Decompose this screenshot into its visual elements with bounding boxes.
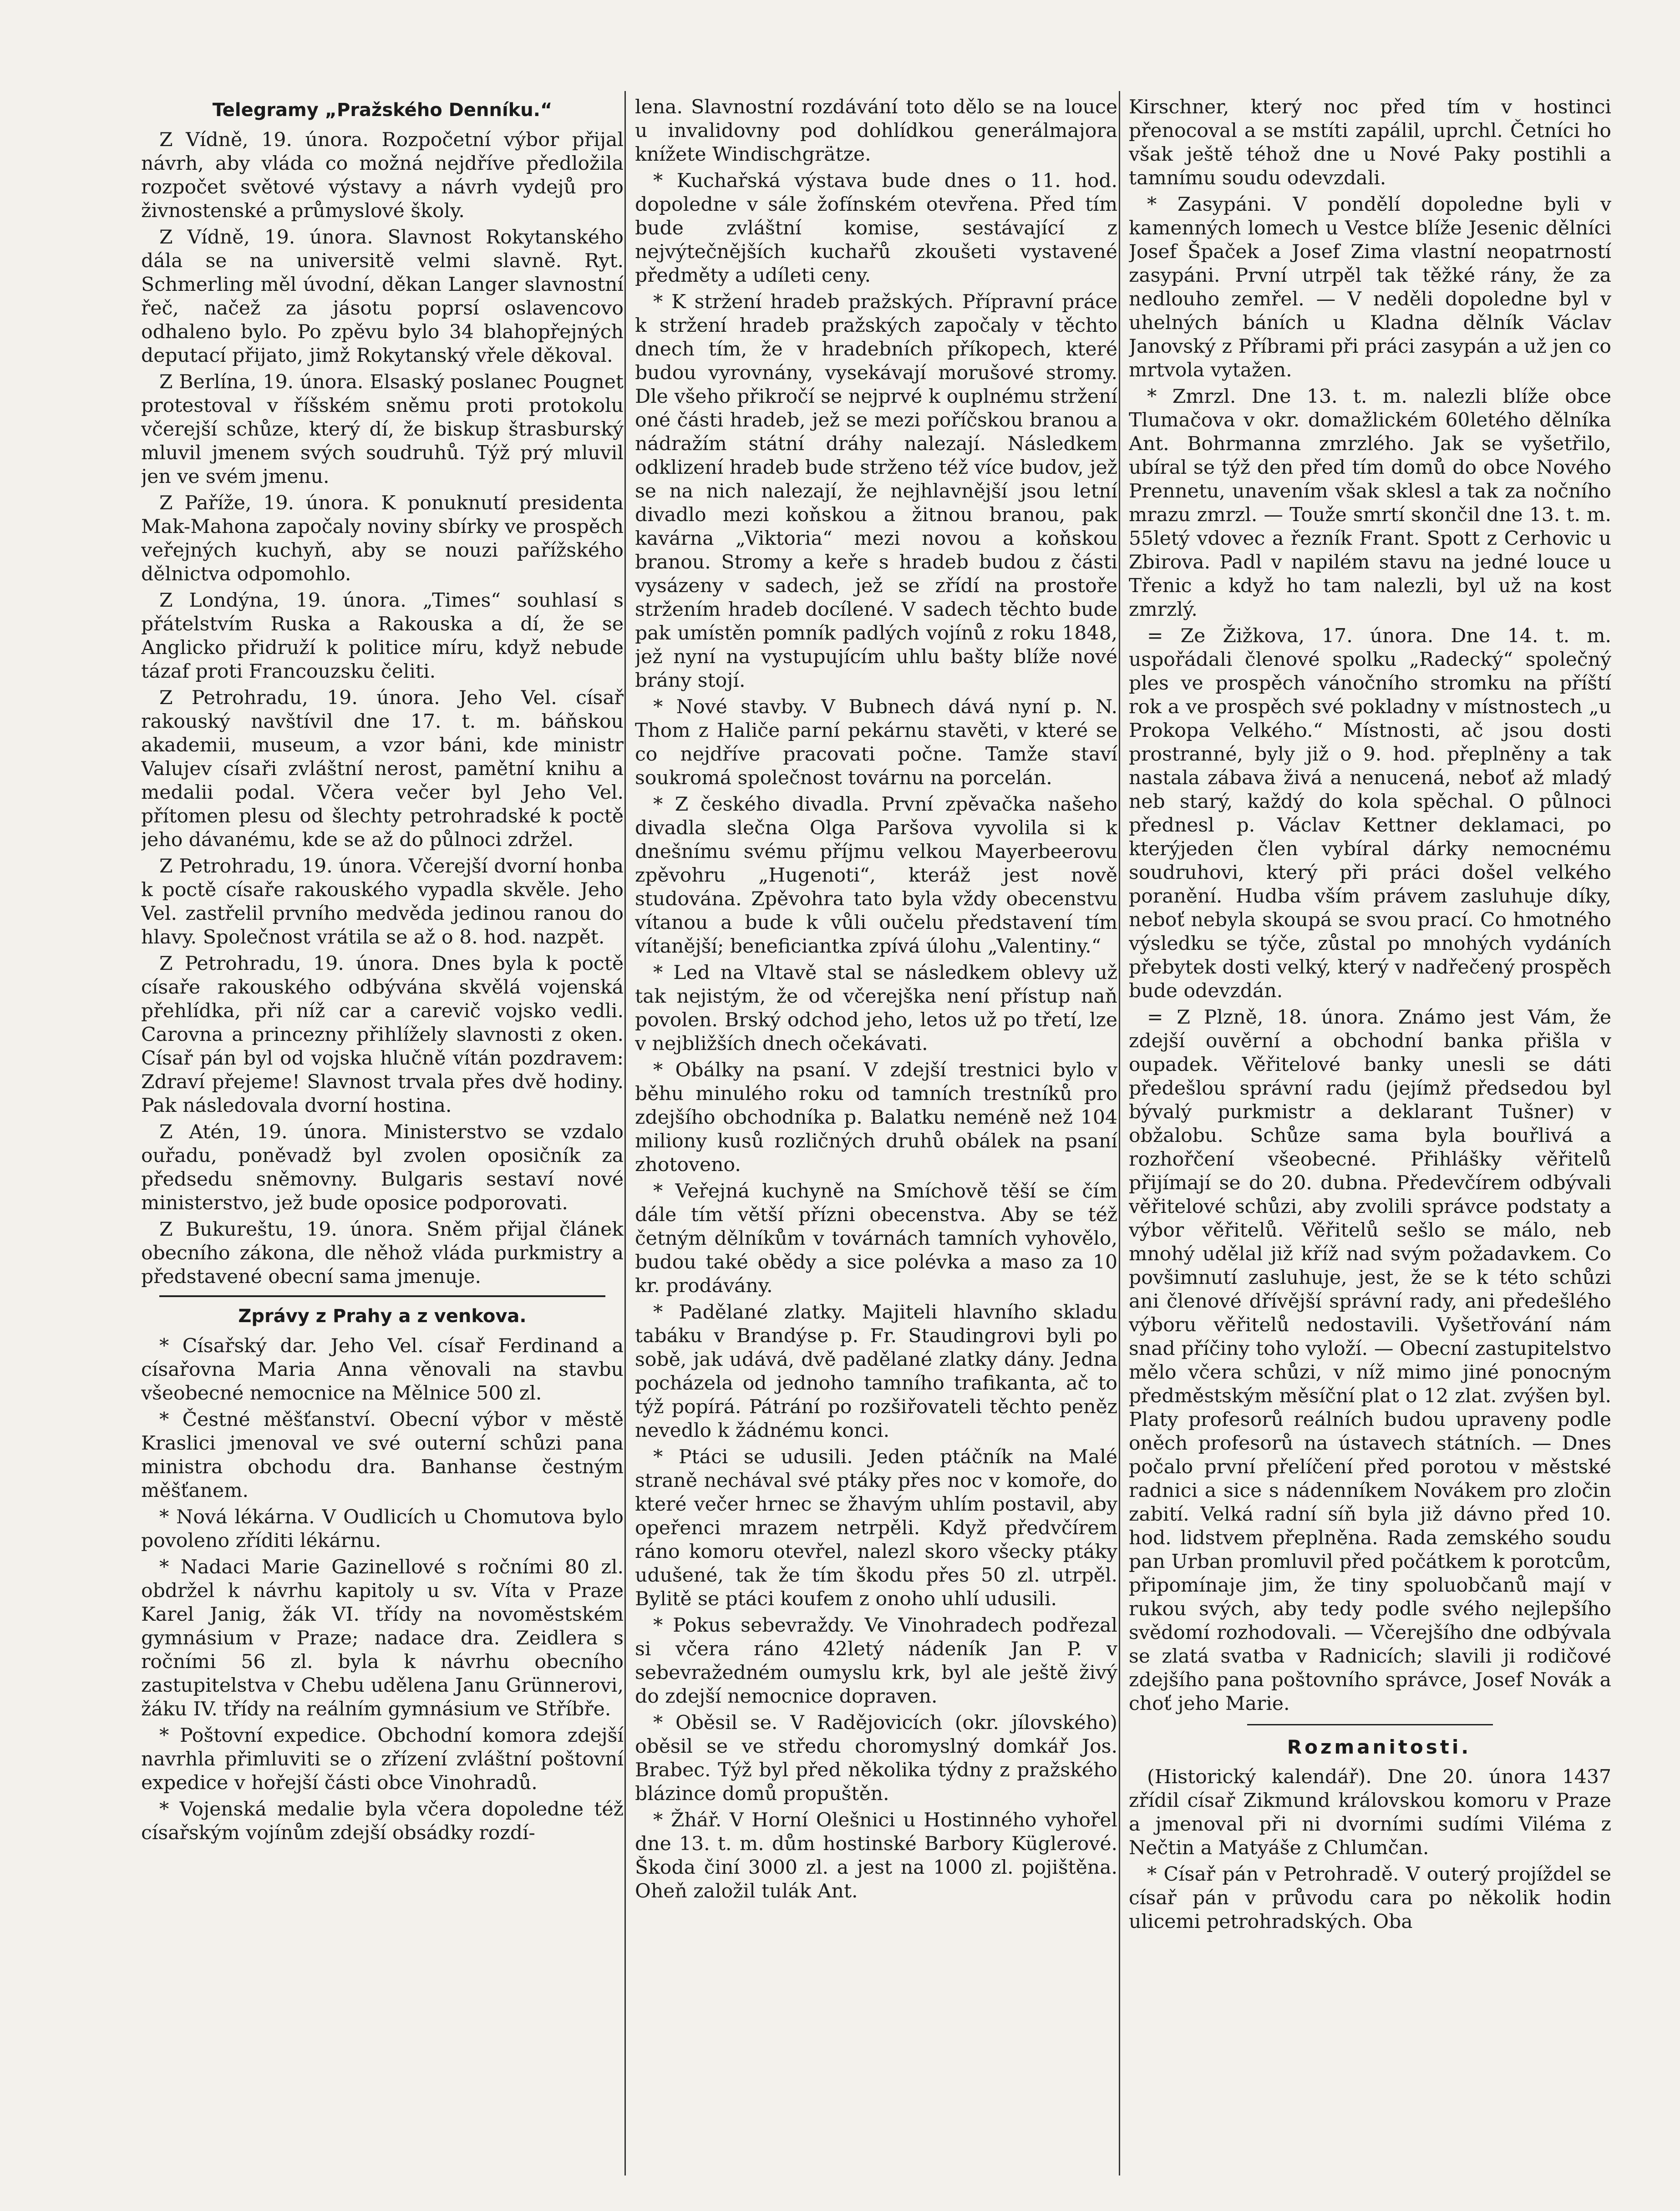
article-paragraph: * Kuchařská výstava bude dnes o 11. hod. dopoledne v sále žofínském otevřena. Před tím bude zvláštní komise, sestávající z nejvýtečnějších kuchařů zkoušeti vystavené předměty a udíleti ceny. bbox=[635, 170, 1117, 287]
article-paragraph: * Císařský dar. Jeho Vel. císař Ferdinand a císařovna Maria Anna věnovali na stavbu všeobecné nemocnice na Mělnice 500 zl. bbox=[141, 1335, 624, 1405]
article-paragraph: * Obálky na psaní. V zdejší trestnici bylo v běhu minulého roku od tamních trestníků pro zdejšího obchodníka p. Balatku neméně než 104 miliony kusů rozličných druhů obálek na psaní zhotoveno. bbox=[635, 1059, 1117, 1176]
article-paragraph: * Ptáci se udusili. Jeden ptáčník na Malé straně nechával své ptáky přes noc v komoře, do které večer hrnec se žhavým uhlím postavil, aby opeřenci mrazem netrpěli. Když předvčírem ráno komoru otevřel, nalezl skoro všecky ptáky udušené, tak že tím škodu přes 50 zl. utrpěl. Bylitě se ptáci koufem z onoho uhlí udusili. bbox=[635, 1446, 1117, 1610]
column-rule bbox=[624, 91, 626, 2176]
telegrams-heading: Telegramy „Pražského Denníku.“ bbox=[212, 100, 553, 121]
article-paragraph: * Led na Vltavě stal se následkem oblevy už tak nejistým, že od včerejška není přístup naň povolen. Brský odchod jeho, letos už po třetí, lze v nejbližších dnech očekávati. bbox=[635, 962, 1117, 1055]
article-paragraph: = Z Plzně, 18. února. Známo jest Vám, že zdejší ouvěrní a obchodní banka přišla v oupadek. Věřitelové banky unesli se dáti předešlou správní radu (jejímž předsedou byl bývalý purkmistr a deklarant Tušner) v obžalobu. Schůze sama byla bouřlivá a rozhořčení všeobecné. Přihlášky věřitelů přijímají se do 20. dubna. Předevčírem odbývali věřitelové schůzi, aby zvolili správce podstaty a výbor věřitelů. Věřitelů sešlo se málo, neb mnohý udělal již kříž nad svým požadavkem. Co povšimnutí zasluhuje, jest, že se k této schůzi ani členové dřívější správní rady, ani předešlého výboru věřitelů nedostavili. Vyšetřování nám snad příčiny toho vyloží. — Obecní zastupitelstvo mělo včera schůzi, v níž mimo jiné ponocným předměstským měsíční plat o 12 zlat. zvýšen byl. Platy profesorů reálních budou upraveny podle oněch profesorů na ústavech státních. — Dnes počalo první přelíčení před porotou v městské radnici a sice s nádenníkem Novákem pro zločin zabití. Velká radní síň byla již dávno před 10. hod. lidstvem přeplněna. Rada zemského soudu pan Urban promluvil před počátkem k porotcům, připomínaje jim, že tiny spoluobčanů mají v rukou svých, aby tedy podle svého nejlepšího svědomí rozhodovali. — Včerejšího dne odbývala se zlatá svatba v Radnicích; slavili ji rodičové zdejšího pana poštovního správce, Josef Novák a choť jeho Marie. bbox=[1129, 1006, 1611, 1715]
article-paragraph: * Nové stavby. V Bubnech dává nyní p. N. Thom z Haliče parní pekárnu stavěti, v které se co nejdříve pracovati počne. Tamže staví soukromá společnost továrnu na porcelán. bbox=[635, 696, 1117, 789]
article-paragraph: * Zmrzl. Dne 13. t. m. nalezli blíže obce Tlumačova v okr. domažlickém 60letého dělníka Ant. Bohrmanna zmrzlého. Jak se vyšetřilo, ubíral se týž den před tím domů do obce Nového Prennetu, unavením však sklesl a tak za nočního mrazu zmrzl. — Touže smrtí skončil dne 13. t. m. 55letý vdovec a řezník Frant. Spott z Cerhovic u Zbirova. Padl v napilém stavu na jedné louce u Třenic a když ho tam nalezli, byl už na kost zmrzlý. bbox=[1129, 385, 1611, 621]
article-paragraph: * Nová lékárna. V Oudlicích u Chomutova bylo povoleno zříditi lékárnu. bbox=[141, 1506, 624, 1552]
article-paragraph: * Nadaci Marie Gazinellové s ročními 80 zl. obdržel k návrhu kapitoly u sv. Víta v Praze Karel Janig, žák VI. třídy na novoměstském gymnásium v Praze; nadace dra. Zeidlera s ročními 56 zl. byla k návrhu obecního zastupitelstva v Chebu udělena Janu Grünnerovi, žáku IV. třídy na reálním gymnásium ve Stříbře. bbox=[141, 1556, 624, 1720]
article-paragraph: * Poštovní expedice. Obchodní komora zdejší navrhla přimluviti se o zřízení zvláštní poštovní expedice v hořejší části obce Vinohradů. bbox=[141, 1724, 624, 1794]
article-paragraph: Z Vídně, 19. února. Slavnost Rokytanského dála se na universitě velmi slavně. Ryt. Schmerling měl úvodní, děkan Langer slavnostní řeč, načež za jásotu poprsí oslavencovo odhaleno bylo. Po zpěvu bylo 34 blahopřejných deputací přijato, jimž Rokytanský vřele děkoval. bbox=[141, 226, 624, 367]
article-paragraph: * Padělané zlatky. Majiteli hlavního skladu tabáku v Brandýse p. Fr. Staudingrovi byli po sobě, jak udává, dvě padělané zlatky dány. Jedna pocházela od jednoho tamního trafikanta, ač to týž popírá. Pátrání po rozšiřovateli těchto peněz nevedlo k žádnému konci. bbox=[635, 1301, 1117, 1442]
article-paragraph: * Císař pán v Petrohradě. V outerý projíždel se císař pán v průvodu cara po několik hodin ulicemi petrohradských. Oba bbox=[1129, 1863, 1611, 1933]
article-paragraph: * Zasypáni. V pondělí dopoledne byli v kamenných lomech u Vestce blíže Jesenic dělníci Josef Špaček a Josef Zima vlastní neopatrností zasypáni. První utrpěl tak těžké rány, že za nedlouho zemřel. — V neděli dopoledne byl v uhelných báních u Kladna dělník Václav Janovský z Příbrami při práci zasypán a už jen co mrtvola vytažen. bbox=[1129, 193, 1611, 381]
article-paragraph: * Oběsil se. V Radějovicích (okr. jílovského) oběsil se ve středu choromyslný domkář Jos. Brabec. Týž byl před několika týdny z pražského blázince domů propuštěn. bbox=[635, 1712, 1117, 1805]
section-divider bbox=[1247, 1724, 1493, 1725]
section-divider bbox=[159, 1295, 605, 1297]
article-paragraph: * Z českého divadla. První zpěvačka našeho divadla slečna Olga Paršova vyvolila si k dnešnímu svému příjmu velkou Mayerbeerovu zpěvohru „Hugenoti“, kteráž jest nově studována. Zpěvohra tato byla vždy obecenstvu vítanou a bude k vůli oučelu představení tím vítanější; beneficiantka zpívá úlohu „Valentiny.“ bbox=[635, 793, 1117, 958]
article-paragraph: Z Berlína, 19. února. Elsaský poslanec Pougnet protestoval v říšském sněmu proti protokolu včerejší schůze, který dí, že biskup štrasburský mluvil jmenem svých soudruhů. Týž prý mluvil jen ve svém jmenu. bbox=[141, 371, 624, 488]
newspaper-page bbox=[27, 77, 1629, 2180]
article-paragraph: Z Petrohradu, 19. února. Dnes byla k poctě císaře rakouského odbývána skvělá vojenská přehlídka, při níž car a carevič vojsko vedli. Carovna a princezny přihlížely slavnosti z oken. Císař pán byl od vojska hlučně vítán pozdravem: Zdraví přejeme! Slavnost trvala přes dvě hodiny. Pak následovala dvorní hostina. bbox=[141, 953, 624, 1117]
article-paragraph: Z Paříže, 19. února. K ponuknutí presidenta Mak-Mahona započaly noviny sbírky ve prospěch veřejných kuchyň, aby se nouzi pařížského dělnictva odpomohlo. bbox=[141, 492, 624, 585]
left-column bbox=[141, 96, 624, 2171]
article-paragraph: Z Vídně, 19. února. Rozpočetní výbor přijal návrh, aby vláda co možná nejdříve předložila rozpočet světové výstavy a návrh vydejů pro živnostenské a průmyslové školy. bbox=[141, 129, 624, 222]
article-paragraph: * Veřejná kuchyně na Smíchově těší se čím dále tím větší přízni obecenstva. Aby se též četným dělníkům v továrnách tamních vyhovělo, budou také obědy a sice polévka a maso za 10 kr. prodávány. bbox=[635, 1180, 1117, 1297]
article-paragraph: * Pokus sebevraždy. Ve Vinohradech podřezal si včera ráno 42letý nádeník Jan P. v sebevražedném oumyslu krk, byl ale ještě živý do zdejší nemocnice dopraven. bbox=[635, 1614, 1117, 1708]
article-paragraph: Z Londýna, 19. února. „Times“ souhlasí s přátelstvím Ruska a Rakouska a dí, že se Anglicko přidruží k politice míru, když nebude tázaf proti Francouzsku čeliti. bbox=[141, 589, 624, 683]
middle-column bbox=[635, 96, 1117, 2171]
prague-news-heading: Zprávy z Prahy a z venkova. bbox=[238, 1306, 527, 1327]
right-column bbox=[1129, 96, 1611, 2171]
article-paragraph: lena. Slavnostní rozdávání toto dělo se na louce u invalidovny pod dohlídkou generálmajora knížete Windischgrätze. bbox=[635, 96, 1117, 166]
miscellany-heading: Rozmanitosti. bbox=[1287, 1736, 1472, 1758]
article-paragraph: * Vojenská medalie byla včera dopoledne též císařským vojínům zdejší obsádky rozdí- bbox=[141, 1798, 624, 1844]
article-paragraph: * Žhář. V Horní Olešnici u Hostinného vyhořel dne 13. t. m. dům hostinské Barbory Küglerové. Škoda činí 3000 zl. a jest na 1000 zl. pojištěna. Oheň založil tulák Ant. bbox=[635, 1809, 1117, 1902]
column-rule bbox=[1119, 91, 1120, 2176]
article-paragraph: (Historický kalendář). Dne 20. února 1437 zřídil císař Zikmund královskou komoru v Praze a jmenoval při ni dvorními sudími Viléma z Nečtin a Matyáše z Chlumčan. bbox=[1129, 1766, 1611, 1859]
article-paragraph: Kirschner, který noc před tím v hostinci přenocoval a se mstíti zapálil, uprchl. Četníci ho však ještě téhož dne u Nové Paky postihli a tamnímu soudu odevzdali. bbox=[1129, 96, 1611, 189]
article-paragraph: Z Petrohradu, 19. února. Včerejší dvorní honba k poctě císaře rakouského vypadla skvěle. Jeho Vel. zastřelil prvního medvěda jedinou ranou do hlavy. Společnost vrátila se až o 8. hod. nazpět. bbox=[141, 855, 624, 948]
article-paragraph: * K stržení hradeb pražských. Přípravní práce k stržení hradeb pražských započaly v těchto dnech tím, že v hradebních příkopech, které budou vyrovnány, vysekávají morušové stromy. Dle všeho přikročí se nejprvé k ouplnému stržení oné části hradeb, jež se mezi poříčskou branou a nádražím státní dráhy nalezají. Následkem odklizení hradeb bude strženo též více budov, jež se na nich nalezají, že nejhlavnější jsou letní divadlo mezi koňskou a žitnou branou, pak kavárna „Viktoria“ mezi novou a koňskou branou. Stromy a keře s hradeb budou z části vysázeny v sadech, jež se zřídí na prostoře stržením hradeb docílené. V sadech těchto bude pak umístěn pomník padlých vojínů z roku 1848, jež nyní na vystupujícím uhlu bašty blíže nové brány stojí. bbox=[635, 291, 1117, 692]
article-paragraph: = Ze Žižkova, 17. února. Dne 14. t. m. uspořádali členové spolku „Radecký“ společný ples ve prospěch vánočního stromku na příští rok a ve prospěch své pokladny v místnostech „u Prokopa Velkého.“ Místnosti, ač jsou dosti prostranné, byly již o 9. hod. přeplněny a tak nastala zábava živá a nenucená, neboť až mladý neb starý, každý do kola spěchal. O půlnoci přednesl p. Václav Kettner deklamaci, po kterýjeden člen vybíral dárky nemocnému soudruhovi, který při práci došel velkého poranění. Hudba vším právem zasluhuje díky, neboť nebyla skoupá se svou prací. Co hmotného výsledku se týče, zůstal po mnohých vydáních přebytek dosti velký, který v nadřečený prospěch bude odevzdán. bbox=[1129, 625, 1611, 1002]
article-paragraph: Z Petrohradu, 19. února. Jeho Vel. císař rakouský navštívil dne 17. t. m. báňskou akademii, museum, a vzor báni, kde ministr Valujev císaři zvláštní nerost, pamětní knihu a medalii podal. Včera večer byl Jeho Vel. přítomen plesu od šlechty petrohradské k poctě jeho dávanému, kde se až do půlnoci zdržel. bbox=[141, 687, 624, 851]
article-paragraph: Z Bukureštu, 19. února. Sněm přijal článek obecního zákona, dle něhož vláda purkmistry a představené obecní sama jmenuje. bbox=[141, 1218, 624, 1288]
article-paragraph: Z Atén, 19. února. Ministerstvo se vzdalo ouřadu, poněvadž byl zvolen oposičník za předsedu sněmovny. Bulgaris sestaví nové ministerstvo, jež bude oposice podporovati. bbox=[141, 1121, 624, 1214]
article-paragraph: * Čestné měšťanství. Obecní výbor v městě Kraslici jmenoval ve své outerní schůzi pana ministra obchodu dra. Banhanse čestným měšťanem. bbox=[141, 1409, 624, 1502]
